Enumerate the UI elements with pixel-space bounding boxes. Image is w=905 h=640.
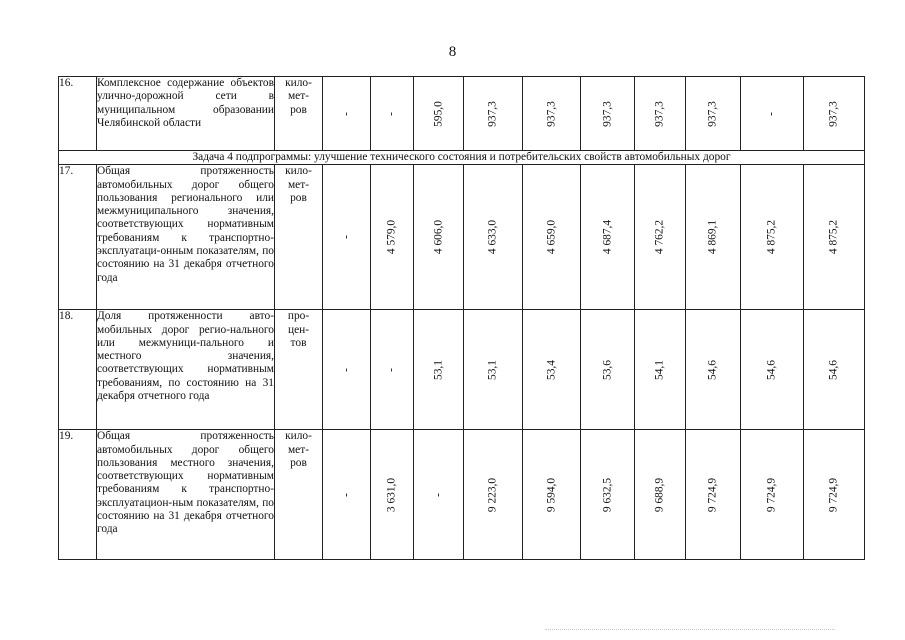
- value-text: -: [385, 367, 398, 372]
- value-text: 4 875,2: [765, 220, 778, 255]
- indicators-table: [58, 76, 865, 560]
- value-text: 937,3: [706, 100, 719, 127]
- value-cell: [635, 430, 686, 560]
- value-text: 4 579,0: [385, 220, 398, 255]
- value-cell: [523, 165, 581, 310]
- task-heading: Задача 4 подпрограммы: улучшение технического состояния и потребительских свойств автомобильных дорог: [59, 151, 865, 165]
- scan-artifact-line: [545, 629, 835, 631]
- value-cell: [323, 310, 371, 430]
- indicator-description: Доля протяженности авто-мобильных дорог регио-нального или межмуници-пального и местного значения, соответствующих нормативным требованиям, по состоянию на 31 декабря отчетного года: [97, 310, 275, 430]
- value-cell: [686, 310, 741, 430]
- value-cell: [635, 165, 686, 310]
- row-number: 19.: [59, 430, 97, 560]
- value-cell: [804, 430, 865, 560]
- value-text: 53,1: [486, 359, 499, 380]
- value-cell: [635, 77, 686, 151]
- value-text: 937,3: [600, 100, 613, 127]
- value-cell: [323, 77, 371, 151]
- value-cell: [371, 430, 414, 560]
- value-cell: [741, 77, 804, 151]
- value-text: 54,6: [706, 359, 719, 380]
- value-text: 9 724,9: [706, 477, 719, 512]
- value-cell: [414, 430, 464, 560]
- value-cell: [686, 430, 741, 560]
- value-text: 3 631,0: [385, 477, 398, 512]
- value-text: 53,1: [431, 359, 444, 380]
- unit-of-measure: про- цен- тов: [275, 310, 323, 430]
- value-cell: [804, 310, 865, 430]
- value-text: -: [385, 111, 398, 116]
- value-cell: [581, 77, 635, 151]
- value-cell: [464, 310, 523, 430]
- value-text: -: [339, 492, 352, 497]
- value-text: 4 875,2: [827, 220, 840, 255]
- value-text: 9 632,5: [600, 477, 613, 512]
- value-cell: [741, 165, 804, 310]
- value-text: 595,0: [431, 100, 444, 127]
- indicator-description: Общая протяженность автомобильных дорог общего пользования местного значения, соответствующих нормативным требованиям к транспортно-эксплуатацион-ным показателям, по состоянию на 31 декабря отчетного года: [97, 430, 275, 560]
- row-number: 16.: [59, 77, 97, 151]
- row-number: 17.: [59, 165, 97, 310]
- value-cell: [371, 310, 414, 430]
- value-text: 53,6: [600, 359, 613, 380]
- indicator-description: Общая протяженность автомобильных дорог общего пользования регионального или межмуниципального значения, соответствующих нормативным требованиям к транспортно-эксплуатаци-онным показателям, по состоянию на 31 декабря отчетного года: [97, 165, 275, 310]
- value-cell: [581, 430, 635, 560]
- value-text: 9 688,9: [653, 477, 666, 512]
- value-text: 4 606,0: [431, 220, 444, 255]
- value-text: -: [431, 492, 444, 497]
- indicator-description: Комплексное содержание объектов улично-дорожной сети в муниципальном образовании Челябинской области: [97, 77, 275, 151]
- value-cell: [686, 77, 741, 151]
- value-text: 9 724,9: [827, 477, 840, 512]
- unit-of-measure: кило- мет- ров: [275, 430, 323, 560]
- value-cell: [414, 77, 464, 151]
- unit-of-measure: кило- мет- ров: [275, 165, 323, 310]
- value-text: 54,1: [653, 359, 666, 380]
- value-cell: [371, 165, 414, 310]
- value-text: 9 724,9: [765, 477, 778, 512]
- value-text: 4 687,4: [600, 220, 613, 255]
- value-text: -: [339, 367, 352, 372]
- table-row: [59, 430, 865, 560]
- value-text: 937,3: [653, 100, 666, 127]
- row-number: 18.: [59, 310, 97, 430]
- task-row: [59, 151, 865, 165]
- table-row: [59, 165, 865, 310]
- value-text: 4 869,1: [706, 220, 719, 255]
- value-cell: [464, 77, 523, 151]
- value-cell: [523, 310, 581, 430]
- value-cell: [523, 430, 581, 560]
- value-text: 9 223,0: [486, 477, 499, 512]
- value-cell: [635, 310, 686, 430]
- value-text: 53,4: [544, 359, 557, 380]
- value-cell: [323, 165, 371, 310]
- value-cell: [464, 430, 523, 560]
- value-cell: [414, 310, 464, 430]
- value-cell: [804, 77, 865, 151]
- value-cell: [804, 165, 865, 310]
- value-text: 4 659,0: [544, 220, 557, 255]
- value-cell: [581, 310, 635, 430]
- value-cell: [741, 430, 804, 560]
- value-cell: [686, 165, 741, 310]
- value-text: 4 633,0: [486, 220, 499, 255]
- value-text: -: [339, 111, 352, 116]
- value-text: 9 594,0: [544, 477, 557, 512]
- table-row: [59, 77, 865, 151]
- page-number: 8: [448, 44, 457, 60]
- value-text: 54,6: [765, 359, 778, 380]
- value-text: 54,6: [827, 359, 840, 380]
- value-text: -: [765, 111, 778, 116]
- value-cell: [581, 165, 635, 310]
- value-cell: [323, 430, 371, 560]
- value-text: -: [339, 235, 352, 240]
- value-text: 937,3: [544, 100, 557, 127]
- value-text: 4 762,2: [653, 220, 666, 255]
- value-text: 937,3: [827, 100, 840, 127]
- value-cell: [741, 310, 804, 430]
- value-cell: [523, 77, 581, 151]
- unit-of-measure: кило- мет- ров: [275, 77, 323, 151]
- value-cell: [414, 165, 464, 310]
- value-cell: [371, 77, 414, 151]
- table-row: [59, 310, 865, 430]
- value-text: 937,3: [486, 100, 499, 127]
- value-cell: [464, 165, 523, 310]
